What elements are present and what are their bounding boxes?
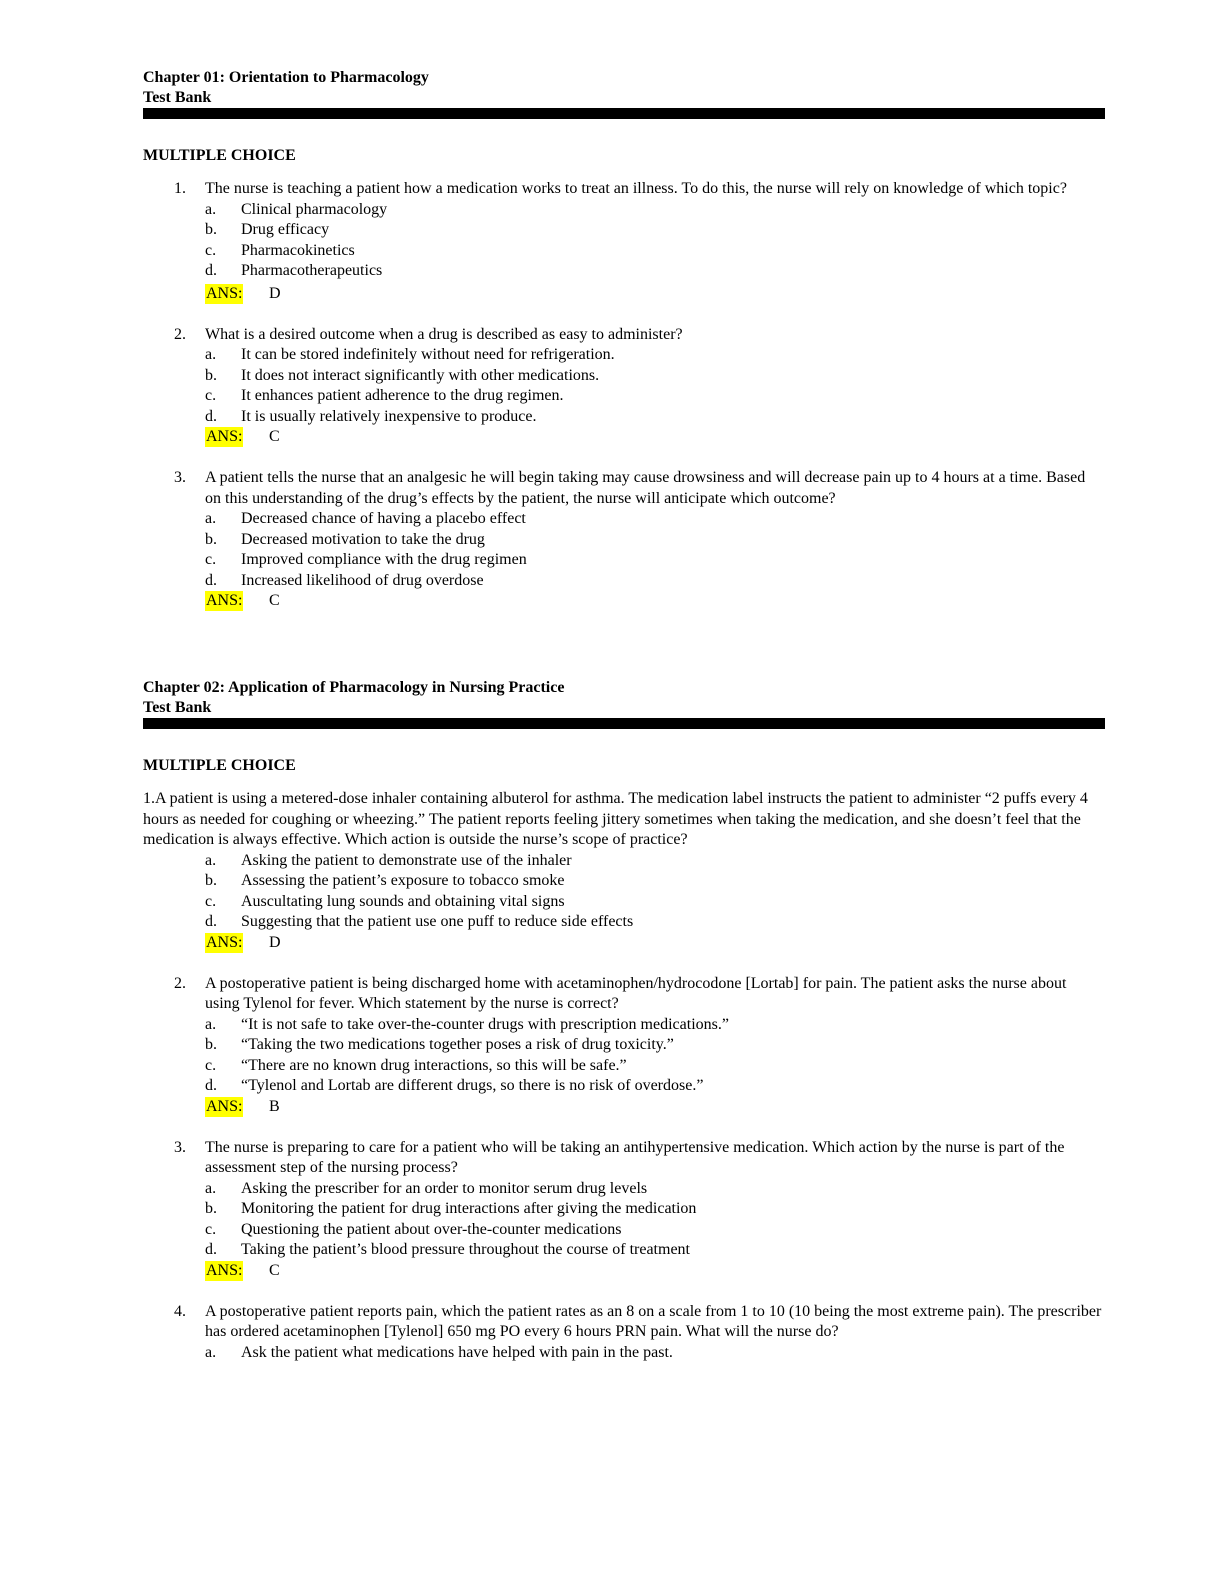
option-letter: c.	[205, 1056, 217, 1074]
option-c	[205, 241, 1105, 262]
option-text: “Taking the two medications together poses a risk of drug toxicity.”	[241, 1036, 674, 1053]
option-letter: d.	[205, 1241, 217, 1258]
question-number: 1.	[143, 790, 155, 807]
option-c	[205, 1220, 1105, 1241]
answer-value: C	[269, 428, 280, 445]
option-letter: c.	[205, 387, 217, 404]
answer-value: B	[269, 1097, 280, 1115]
option-text: It does not interact significantly with other medications.	[241, 366, 600, 384]
option-text: Questioning the patient about over-the-counter medications	[241, 1220, 622, 1238]
question-3	[143, 1138, 1105, 1283]
option-c	[205, 892, 1105, 913]
answer-label: ANS:	[206, 592, 243, 609]
option-text: Drug efficacy	[241, 221, 330, 238]
question-number: 4.	[174, 1302, 186, 1320]
option-d	[205, 261, 1105, 282]
option-b	[205, 1199, 1105, 1220]
option-text: Asking the prescriber for an order to monitor serum drug levels	[241, 1179, 648, 1197]
option-letter: a.	[205, 346, 217, 363]
option-c	[205, 1056, 1105, 1077]
option-letter: d.	[205, 571, 217, 589]
option-c	[205, 550, 1105, 571]
option-text: It can be stored indefinitely without need for refrigeration.	[241, 346, 615, 363]
option-a	[205, 509, 1105, 530]
answer-value: D	[269, 284, 281, 302]
question-2	[143, 325, 1105, 450]
chapter-subtitle: Test Bank	[143, 89, 212, 106]
chapter-title: Chapter 02: Application of Pharmacology in Nursing Practice	[143, 679, 565, 696]
option-c	[205, 386, 1105, 407]
question-3	[143, 468, 1105, 613]
option-letter: b.	[205, 366, 217, 384]
option-d	[205, 1076, 1105, 1097]
option-text: Suggesting that the patient use one puff to reduce side effects	[241, 913, 634, 930]
answer-line	[205, 933, 1105, 955]
option-text: Asking the patient to demonstrate use of the inhaler	[241, 851, 572, 869]
question-text	[143, 789, 1105, 851]
option-letter: a.	[205, 1179, 217, 1197]
option-letter: a.	[205, 200, 217, 218]
option-b	[205, 366, 1105, 387]
option-letter: a.	[205, 1343, 217, 1361]
question-text: What is a desired outcome when a drug is described as easy to administer?	[205, 325, 683, 343]
chapter-divider	[143, 718, 1105, 729]
option-letter: a.	[205, 510, 217, 527]
option-text: Increased likelihood of drug overdose	[241, 571, 484, 589]
option-letter: d.	[205, 1077, 217, 1094]
option-text: Clinical pharmacology	[241, 200, 388, 218]
option-text: Improved compliance with the drug regimen	[241, 551, 527, 568]
option-d	[205, 571, 1105, 592]
option-text: It is usually relatively inexpensive to produce.	[241, 407, 537, 425]
answer-label: ANS:	[206, 933, 243, 951]
option-b	[205, 871, 1105, 892]
question-number: 1.	[174, 180, 186, 197]
option-letter: d.	[205, 913, 217, 930]
option-d	[205, 912, 1105, 933]
question-text: A postoperative patient is being discharged home with acetaminophen/hydrocodone [Lortab] for pain. The patient asks the nurse about using Tylenol for fever. Which statement by the nurse is correct?	[205, 974, 1067, 1012]
option-a	[205, 851, 1105, 872]
option-letter: c.	[205, 1220, 217, 1238]
option-letter: b.	[205, 1200, 217, 1217]
option-text: “There are no known drug interactions, so this will be safe.”	[241, 1056, 627, 1074]
option-a	[205, 200, 1105, 221]
option-letter: b.	[205, 530, 217, 548]
question-text: A postoperative patient reports pain, which the patient rates as an 8 on a scale from 1 to 10 (10 being the most extreme pain). The prescriber has ordered acetaminophen [Tylenol] 650 mg PO every 6 hours PRN pain. What will the nurse do?	[205, 1302, 1102, 1340]
option-text: Auscultating lung sounds and obtaining vital signs	[241, 892, 565, 910]
option-letter: c.	[205, 241, 217, 259]
question-2	[143, 974, 1105, 1119]
chapter-subtitle: Test Bank	[143, 699, 212, 716]
option-text: It enhances patient adherence to the drug regimen.	[241, 387, 564, 404]
answer-label: ANS:	[206, 1261, 243, 1279]
option-letter: d.	[205, 407, 217, 425]
answer-line	[205, 1261, 1105, 1283]
option-b	[205, 530, 1105, 551]
answer-value: C	[269, 1261, 280, 1279]
option-text: Taking the patient’s blood pressure throughout the course of treatment	[241, 1241, 690, 1258]
section-heading: MULTIPLE CHOICE	[143, 757, 296, 774]
answer-line	[205, 1097, 1105, 1119]
option-text: Decreased motivation to take the drug	[241, 530, 485, 548]
question-number: 3.	[174, 1138, 186, 1156]
question-body: A patient is using a metered-dose inhaler containing albuterol for asthma. The medication label instructs the patient to administer “2 puffs every 4 hours as needed for coughing or wheezing.” The patient reports feeling jittery sometimes when taking the medication, and she doesn’t feel that the medication is always effective. Which action is outside the nurse’s scope of practice?	[143, 790, 1088, 848]
question-4	[143, 1302, 1105, 1364]
question-number: 2.	[174, 325, 186, 343]
option-b	[205, 220, 1105, 241]
answer-line	[205, 427, 1105, 449]
option-a	[205, 1343, 1105, 1364]
chapter-01	[143, 68, 1105, 613]
option-letter: c.	[205, 892, 217, 910]
question-text: The nurse is teaching a patient how a medication works to treat an illness. To do this, the nurse will rely on knowledge of which topic?	[205, 180, 1067, 197]
option-text: Monitoring the patient for drug interactions after giving the medication	[241, 1200, 697, 1217]
chapter-divider	[143, 108, 1105, 119]
option-letter: d.	[205, 262, 217, 279]
option-d	[205, 407, 1105, 428]
section-heading: MULTIPLE CHOICE	[143, 147, 296, 164]
option-letter: a.	[205, 851, 217, 869]
question-1	[143, 179, 1105, 306]
answer-line	[205, 591, 1105, 613]
option-text: “It is not safe to take over-the-counter drugs with prescription medications.”	[241, 1015, 729, 1033]
answer-line	[205, 284, 1105, 306]
answer-value: C	[269, 592, 280, 609]
answer-label: ANS:	[206, 1097, 243, 1115]
option-a	[205, 1015, 1105, 1036]
option-letter: b.	[205, 221, 217, 238]
answer-label: ANS:	[206, 428, 243, 445]
question-text: The nurse is preparing to care for a patient who will be taking an antihypertensive medication. Which action by the nurse is part of the assessment step of the nursing process?	[205, 1138, 1065, 1176]
option-text: Ask the patient what medications have helped with pain in the past.	[241, 1343, 673, 1361]
question-text: A patient tells the nurse that an analgesic he will begin taking may cause drowsiness and will decrease pain up to 4 hours at a time. Based on this understanding of the drug’s effects by the patient, the nurse will anticipate which outcome?	[205, 469, 1086, 507]
option-text: Decreased chance of having a placebo effect	[241, 510, 526, 527]
option-letter: a.	[205, 1015, 217, 1033]
answer-label: ANS:	[206, 284, 243, 302]
option-text: Assessing the patient’s exposure to tobacco smoke	[241, 872, 565, 889]
question-number: 3.	[174, 469, 186, 486]
option-text: “Tylenol and Lortab are different drugs, so there is no risk of overdose.”	[241, 1077, 704, 1094]
option-a	[205, 345, 1105, 366]
option-b	[205, 1035, 1105, 1056]
chapter-title: Chapter 01: Orientation to Pharmacology	[143, 69, 429, 86]
option-text: Pharmacotherapeutics	[241, 262, 383, 279]
option-letter: b.	[205, 872, 217, 889]
option-text: Pharmacokinetics	[241, 241, 355, 259]
question-number: 2.	[174, 974, 186, 992]
question-1	[143, 789, 1105, 955]
option-letter: c.	[205, 551, 217, 568]
option-d	[205, 1240, 1105, 1261]
option-letter: b.	[205, 1036, 217, 1053]
chapter-02	[143, 678, 1105, 1363]
answer-value: D	[269, 933, 281, 951]
option-a	[205, 1179, 1105, 1200]
